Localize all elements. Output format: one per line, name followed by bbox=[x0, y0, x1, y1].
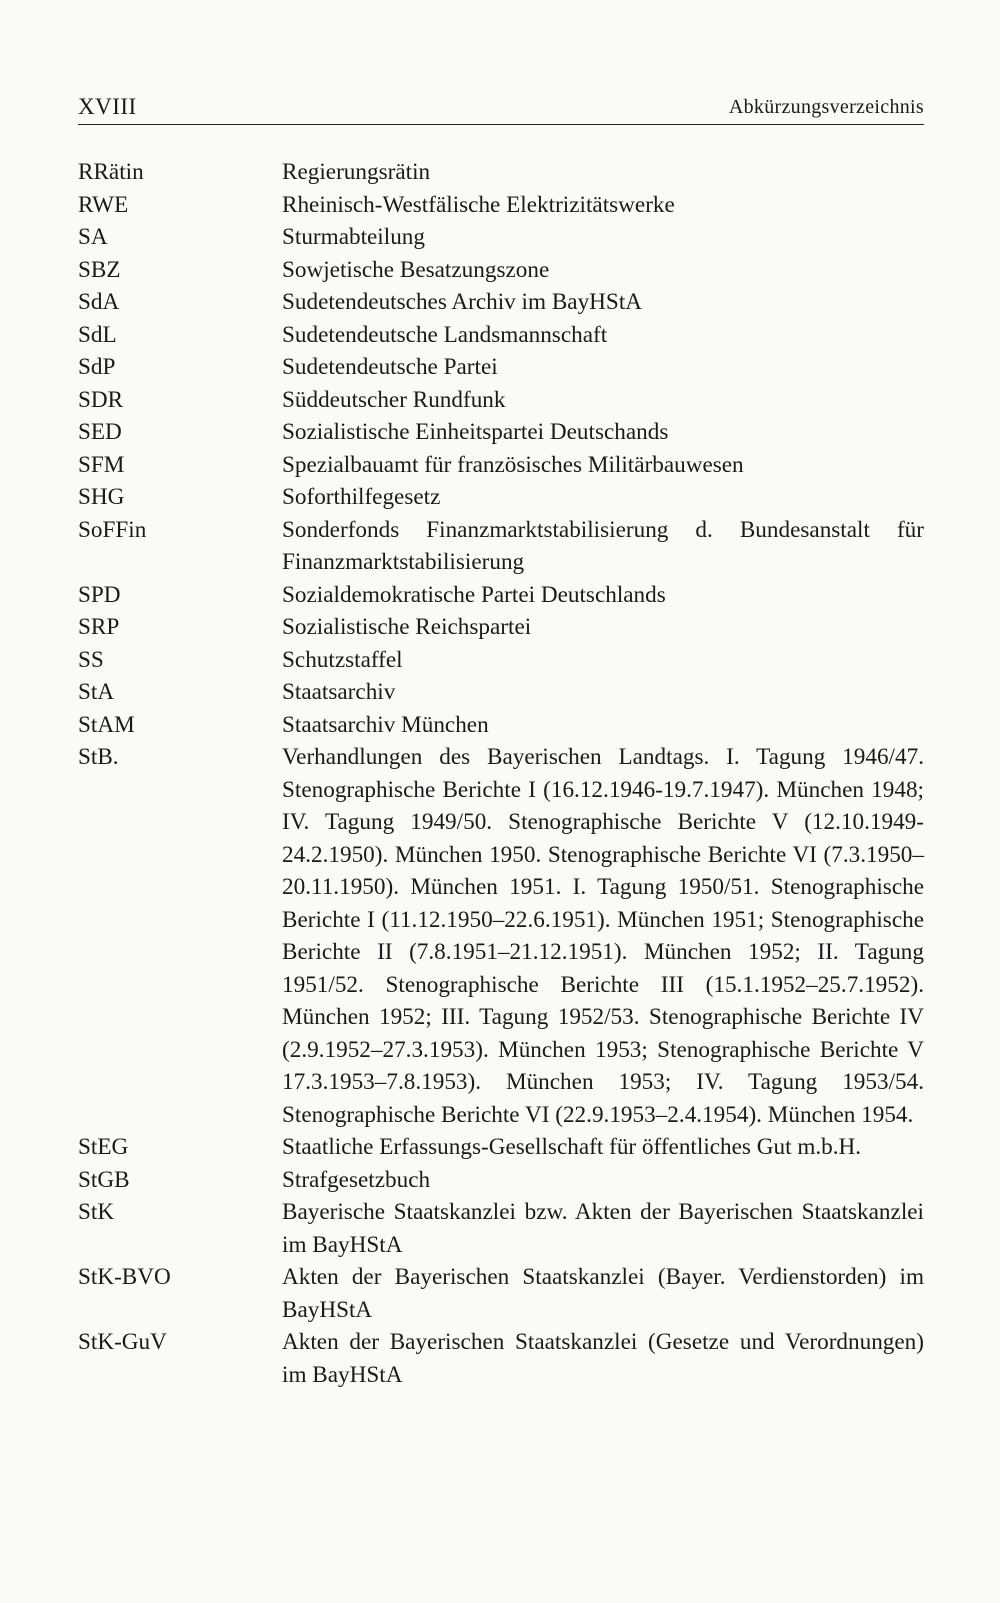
definition: Sozialistische Einheitspartei Deutschands bbox=[282, 419, 669, 445]
abbreviation: SdP bbox=[78, 354, 116, 380]
list-item bbox=[78, 741, 924, 1131]
list-item bbox=[78, 1326, 924, 1391]
abbreviation: SoFFin bbox=[78, 516, 147, 543]
list-item bbox=[78, 709, 924, 742]
list-item bbox=[78, 514, 924, 579]
list-item bbox=[78, 156, 924, 189]
definition: Staatsarchiv bbox=[282, 679, 396, 705]
list-item bbox=[78, 1164, 924, 1197]
definition: Sudetendeutsches Archiv im BayHStA bbox=[282, 289, 643, 315]
list-item bbox=[78, 254, 924, 287]
list-item bbox=[78, 1261, 924, 1326]
abbreviation: StK-BVO bbox=[78, 1264, 171, 1290]
abbreviation: StA bbox=[78, 679, 115, 705]
list-item bbox=[78, 221, 924, 254]
list-item bbox=[78, 481, 924, 514]
list-item bbox=[78, 416, 924, 449]
definition: Staatsarchiv München bbox=[282, 711, 489, 738]
definition: Sozialdemokratische Partei Deutschlands bbox=[282, 581, 666, 608]
list-item bbox=[78, 644, 924, 677]
definition: Schutzstaffel bbox=[282, 646, 403, 673]
list-item bbox=[78, 449, 924, 482]
list-item bbox=[78, 1131, 924, 1164]
abbreviation: StK-GuV bbox=[78, 1329, 167, 1355]
abbreviation: SDR bbox=[78, 386, 124, 413]
abbreviation: SRP bbox=[78, 614, 120, 640]
abbreviation: RWE bbox=[78, 191, 129, 218]
definition: Verhandlungen des Bayerischen Landtags. I. Tagung 1946/47. Stenographische Berichte I (16.12.1946-19.7.1947). München 1948; IV. Tagung 1949/50. Stenographische Berichte V (12.10.1949-24.2.1950). München 1950. Stenographische Berichte VI (7.3.1950–20.11.1950). München 1951. I. Tagung 1950/51. Stenographische Berichte I (11.12.1950–22.6.1951). München 1951; Stenographische Berichte II (7.8.1951–21.12.1951). München 1952; II. Tagung 1951/52. Stenographische Berichte III (15.1.1952–25.7.1952). München 1952; III. Tagung 1952/53. Stenographische Berichte IV (2.9.1952–27.3.1953). München 1953; Stenographische Berichte V 17.3.1953–7.8.1953). München 1953; IV. Tagung 1953/54. Stenographische Berichte VI (22.9.1953–2.4.1954). München 1954. bbox=[282, 744, 924, 1128]
list-item bbox=[78, 319, 924, 352]
abbreviation: SFM bbox=[78, 451, 125, 478]
abbreviation: RRätin bbox=[78, 159, 144, 185]
definition: Sowjetische Besatzungszone bbox=[282, 256, 550, 283]
section-title: Abkürzungsverzeichnis bbox=[728, 96, 924, 118]
definition: Sozialistische Reichspartei bbox=[282, 614, 532, 640]
definition: Regierungsrätin bbox=[282, 159, 431, 185]
definition: Sudetendeutsche Partei bbox=[282, 354, 498, 380]
definition: Strafgesetzbuch bbox=[282, 1166, 431, 1193]
abbreviation: StGB bbox=[78, 1166, 130, 1193]
abbreviation-list bbox=[78, 156, 924, 1391]
list-item bbox=[78, 351, 924, 384]
definition: Sturmabteilung bbox=[282, 224, 425, 250]
abbreviation: StEG bbox=[78, 1134, 129, 1160]
abbreviation: SA bbox=[78, 224, 108, 250]
abbreviation: SPD bbox=[78, 581, 121, 608]
list-item bbox=[78, 1196, 924, 1261]
abbreviation: StB. bbox=[78, 744, 119, 770]
list-item bbox=[78, 579, 924, 612]
abbreviation: SBZ bbox=[78, 256, 121, 283]
abbreviation: SED bbox=[78, 419, 122, 445]
definition: Spezialbauamt für französisches Militärbauwesen bbox=[282, 451, 744, 478]
definition: Soforthilfegesetz bbox=[282, 484, 441, 510]
list-item bbox=[78, 611, 924, 644]
definition: Sonderfonds Finanzmarktstabilisierung d. Bundesanstalt für Finanzmarktstabilisierung bbox=[282, 516, 924, 575]
list-item bbox=[78, 384, 924, 417]
definition: Akten der Bayerischen Staatskanzlei (Gesetze und Verordnungen) im BayHStA bbox=[282, 1329, 924, 1388]
list-item bbox=[78, 189, 924, 222]
definition: Süddeutscher Rundfunk bbox=[282, 386, 506, 413]
abbreviation: StK bbox=[78, 1199, 115, 1225]
definition: Sudetendeutsche Landsmannschaft bbox=[282, 321, 608, 348]
page-header bbox=[78, 94, 924, 125]
definition: Akten der Bayerischen Staatskanzlei (Bayer. Verdienstorden) im BayHStA bbox=[282, 1264, 924, 1323]
abbreviation: SHG bbox=[78, 484, 125, 510]
abbreviation: SdL bbox=[78, 321, 117, 348]
abbreviation: SS bbox=[78, 646, 104, 673]
list-item bbox=[78, 676, 924, 709]
definition: Rheinisch-Westfälische Elektrizitätswerke bbox=[282, 191, 675, 218]
abbreviation: SdA bbox=[78, 289, 120, 315]
list-item bbox=[78, 286, 924, 319]
page-number: XVIII bbox=[78, 94, 137, 119]
definition: Staatliche Erfassungs-Gesellschaft für öffentliches Gut m.b.H. bbox=[282, 1134, 862, 1160]
abbreviation: StAM bbox=[78, 711, 135, 738]
definition: Bayerische Staatskanzlei bzw. Akten der Bayerischen Staatskanzlei im BayHStA bbox=[282, 1199, 924, 1258]
